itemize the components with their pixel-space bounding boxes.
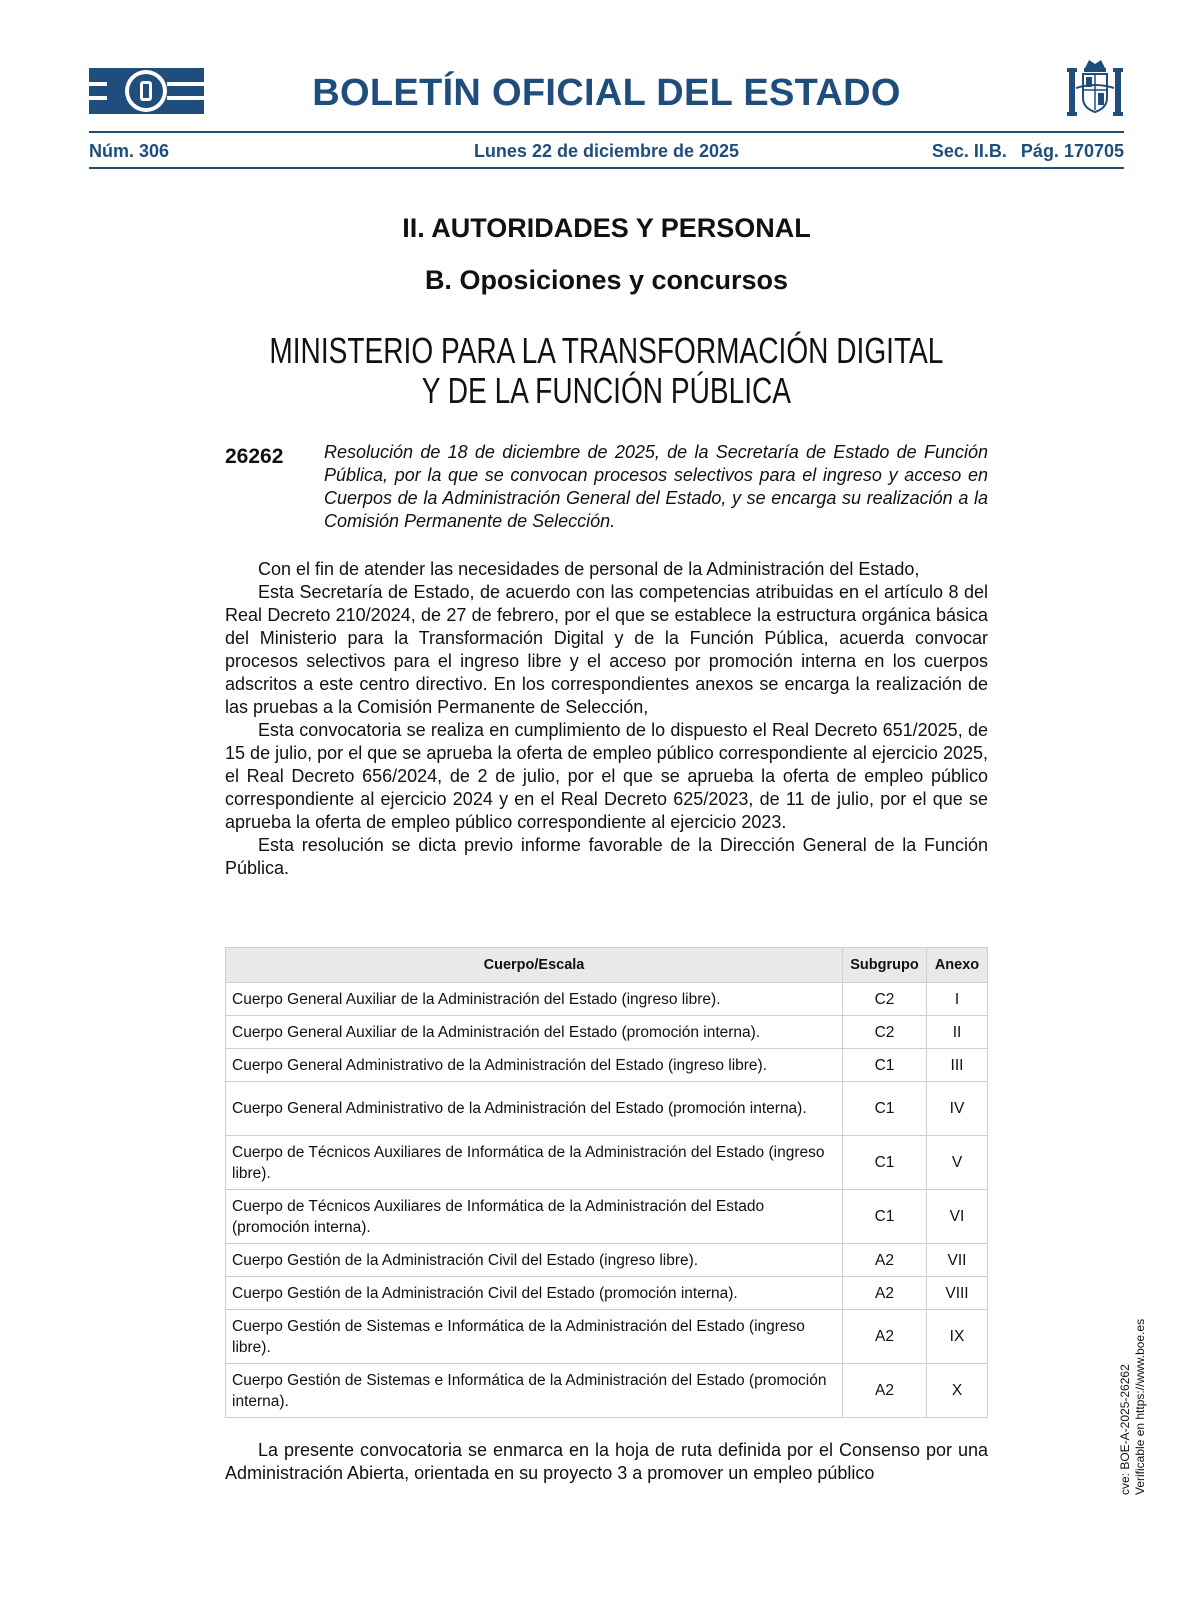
corps-cell: Cuerpo Gestión de Sistemas e Informática de la Administración del Estado (promoción interna). <box>226 1364 843 1418</box>
paragraph: La presente convocatoria se enmarca en la hoja de ruta definida por el Consenso por una Administración Abierta, orientada en su proyecto 3 a promover un empleo público <box>225 1440 988 1483</box>
table-row <box>226 1082 988 1136</box>
corps-cell: Cuerpo de Técnicos Auxiliares de Informática de la Administración del Estado (promoción interna). <box>226 1190 843 1244</box>
subgroup-cell: C2 <box>843 1016 927 1049</box>
verification-sidebar <box>1118 1295 1148 1495</box>
corps-cell: Cuerpo General Administrativo de la Administración del Estado (promoción interna). <box>226 1082 843 1136</box>
paragraph: Esta resolución se dicta previo informe favorable de la Dirección General de la Función Pública. <box>225 835 988 878</box>
corps-table <box>225 947 988 1418</box>
corps-cell: Cuerpo Gestión de Sistemas e Informática de la Administración del Estado (ingreso libre). <box>226 1310 843 1364</box>
annex-cell: VII <box>927 1244 988 1277</box>
corps-cell: Cuerpo General Auxiliar de la Administración del Estado (promoción interna). <box>226 1016 843 1049</box>
ministry-line-2: Y DE LA FUNCIÓN PÚBLICA <box>421 370 792 411</box>
body-text <box>225 558 988 880</box>
subgroup-cell: A2 <box>843 1244 927 1277</box>
spain-coat-of-arms-icon <box>1066 58 1124 124</box>
section-page <box>918 141 1124 162</box>
table-row <box>226 1310 988 1364</box>
annex-cell: IX <box>927 1310 988 1364</box>
subgroup-cell: C1 <box>843 1136 927 1190</box>
annex-cell: II <box>927 1016 988 1049</box>
section-heading: II. AUTORIDADES Y PERSONAL <box>402 213 811 243</box>
paragraph: Con el fin de atender las necesidades de personal de la Administración del Estado, <box>258 559 920 579</box>
subgroup-cell: C1 <box>843 1190 927 1244</box>
table-header-row <box>226 948 988 983</box>
header-rule-bottom <box>89 167 1124 169</box>
header-rule-top <box>89 131 1124 133</box>
corps-cell: Cuerpo General Administrativo de la Administración del Estado (ingreso libre). <box>226 1049 843 1082</box>
page-number: Pág. 170705 <box>1020 141 1124 161</box>
resolution-number: 26262 <box>225 445 284 468</box>
ministry-name <box>133 331 1079 411</box>
subgroup-cell: A2 <box>843 1277 927 1310</box>
resolution-title: Resolución de 18 de diciembre de 2025, de la Secretaría de Estado de Función Pública, por la que se convocan procesos selectivos para el ingreso y acceso en Cuerpos de la Administración General del Estado, y se encarga su realización a la Comisión Permanente de Selección. <box>324 442 988 531</box>
paragraph: Esta convocatoria se realiza en cumplimiento de lo dispuesto el Real Decreto 651/2025, de 15 de julio, por el que se aprueba la oferta de empleo público correspondiente al ejercicio 2025, el Real Decreto 656/2024, de 2 de julio, por el que se aprueba la oferta de empleo público correspondiente al ejercicio 2024 y en el Real Decreto 625/2023, de 11 de julio, por el que se aprueba la oferta de empleo público correspondiente al ejercicio 2023. <box>225 720 988 832</box>
issue-number: Núm. 306 <box>89 141 170 161</box>
subgroup-cell: A2 <box>843 1364 927 1418</box>
table-row <box>226 983 988 1016</box>
issue-date: Lunes 22 de diciembre de 2025 <box>473 141 740 161</box>
column-header-subgroup: Subgrupo <box>843 948 927 983</box>
corps-cell: Cuerpo Gestión de la Administración Civil del Estado (ingreso libre). <box>226 1244 843 1277</box>
cve-code: cve: BOE-A-2025-26262 <box>1118 1364 1132 1495</box>
annex-cell: I <box>927 983 988 1016</box>
section-subheading: B. Oposiciones y concursos <box>424 265 789 295</box>
table-row <box>226 1244 988 1277</box>
subgroup-cell: A2 <box>843 1310 927 1364</box>
annex-cell: III <box>927 1049 988 1082</box>
table-row <box>226 1190 988 1244</box>
section-label: Sec. II.B. <box>931 141 1007 161</box>
corps-cell: Cuerpo Gestión de la Administración Civil del Estado (promoción interna). <box>226 1277 843 1310</box>
column-header-corps: Cuerpo/Escala <box>226 948 843 983</box>
annex-cell: X <box>927 1364 988 1418</box>
paragraph: Esta Secretaría de Estado, de acuerdo con las competencias atribuidas en el artículo 8 del Real Decreto 210/2024, de 27 de febrero, por el que se establece la estructura orgánica básica del Ministerio para la Transformación Digital y de la Función Pública, acuerda convocar procesos selectivos para el ingreso libre y el acceso por promoción interna en los cuerpos adscritos a este centro directivo. En los correspondientes anexos se encarga la realización de las pruebas a la Comisión Permanente de Selección, <box>225 582 988 717</box>
subgroup-cell: C1 <box>843 1082 927 1136</box>
corps-cell: Cuerpo General Auxiliar de la Administración del Estado (ingreso libre). <box>226 983 843 1016</box>
table-row <box>226 1049 988 1082</box>
annex-cell: V <box>927 1136 988 1190</box>
annex-cell: VIII <box>927 1277 988 1310</box>
gazette-header <box>89 58 1124 128</box>
annex-cell: IV <box>927 1082 988 1136</box>
verification-link[interactable]: Verificable en https://www.boe.es <box>1133 1318 1147 1495</box>
column-header-annex: Anexo <box>927 948 988 983</box>
subgroup-cell: C1 <box>843 1049 927 1082</box>
table-row <box>226 1016 988 1049</box>
table-row <box>226 1277 988 1310</box>
table-row <box>226 1136 988 1190</box>
issue-meta-row <box>89 141 1124 165</box>
closing-text <box>225 1439 988 1485</box>
table-row <box>226 1364 988 1418</box>
corps-cell: Cuerpo de Técnicos Auxiliares de Informática de la Administración del Estado (ingreso libre). <box>226 1136 843 1190</box>
subgroup-cell: C2 <box>843 983 927 1016</box>
annex-cell: VI <box>927 1190 988 1244</box>
ministry-line-1: MINISTERIO PARA LA TRANSFORMACIÓN DIGITAL <box>269 330 944 371</box>
gazette-title: BOLETÍN OFICIAL DEL ESTADO <box>312 72 901 114</box>
